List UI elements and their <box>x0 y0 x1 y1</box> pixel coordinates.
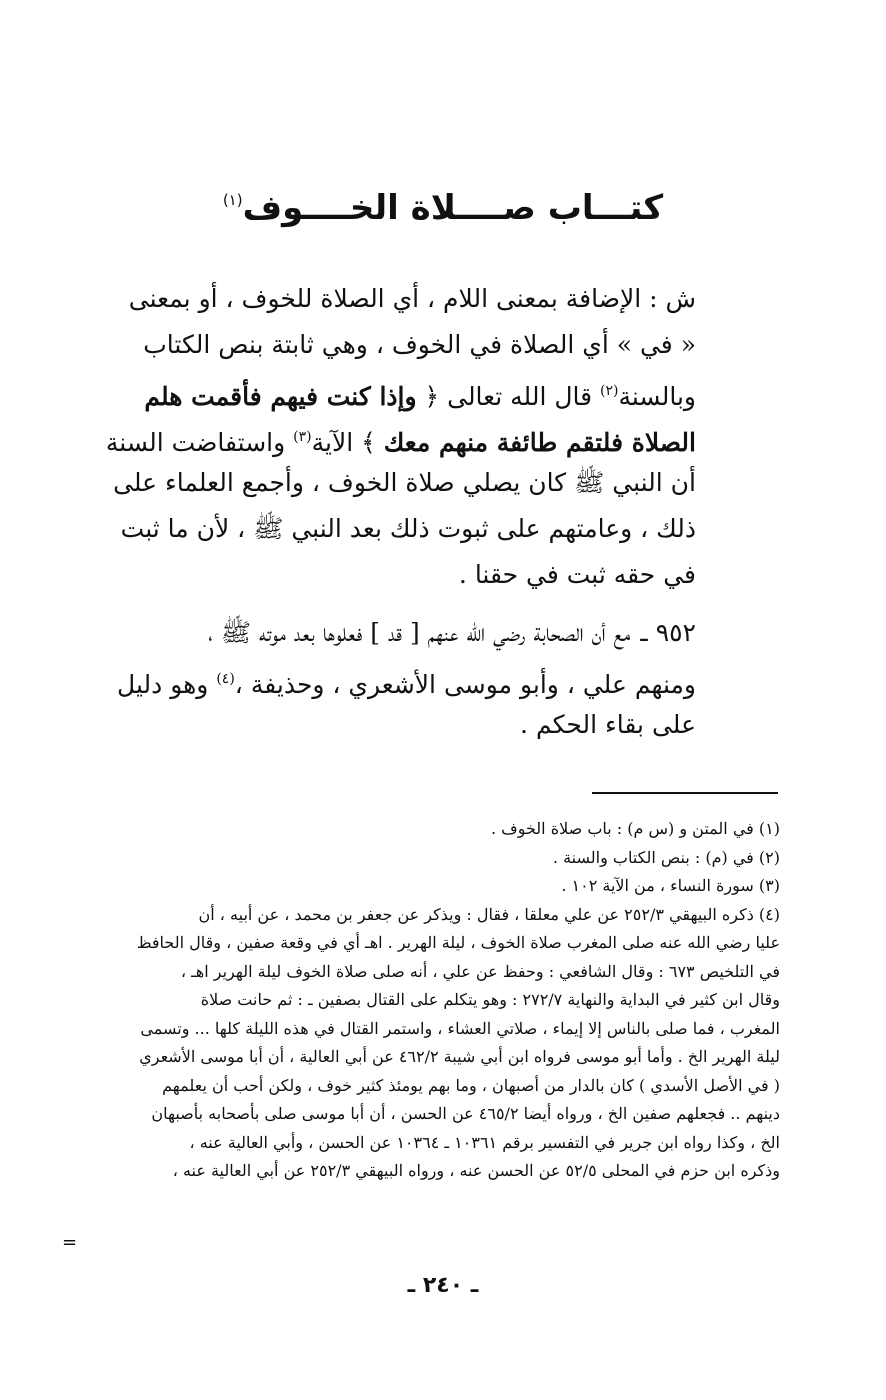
footnote-line: الخ ، وكذا رواه ابن جرير في التفسير برقم ١٠٣٦١ ـ ١٠٣٦٤ عن الحسن ، وأبي العالية عنه ، <box>189 1132 780 1152</box>
entry-number: ٩٥٢ ـ <box>640 618 696 647</box>
intro-text: وبالسنة <box>618 382 696 411</box>
intro-line <box>100 368 696 414</box>
intro-text: ذلك ، وعامتهم على ثبوت ذلك بعد النبي ﷺ ، لأن ما ثبت <box>120 514 696 543</box>
title-footnote-ref: (١) <box>222 191 243 209</box>
intro-text: أن النبي ﷺ كان يصلي صلاة الخوف ، وأجمع العلماء على <box>113 468 696 497</box>
entry-text: وهو دليل <box>117 670 217 699</box>
footnote-line: ليلة الهرير الخ . وأما أبو موسى فرواه ابن أبي شيبة ٤٦٢/٢ عن أبي العالية ، أن أبا موسى الأشعري <box>139 1047 780 1066</box>
entry-line <box>100 702 696 748</box>
hadith-entry <box>100 610 696 748</box>
footnote-line: (٢) في (م) : بنص الكتاب والسنة . <box>552 847 780 867</box>
intro-line <box>100 276 696 322</box>
entry-line <box>100 656 696 702</box>
entry-text: على بقاء الحكم . <box>520 710 696 739</box>
entry-text: ومنهم علي ، وأبو موسى الأشعري ، وحذيفة ، <box>234 670 696 699</box>
intro-text: قال الله تعالى ﴿ <box>416 382 601 411</box>
intro-text: واستفاضت السنة <box>105 428 294 457</box>
footnote-separator <box>592 792 778 794</box>
footnote-ref: (٢) <box>600 383 619 399</box>
intro-line <box>100 552 696 598</box>
footnote-line: وذكره ابن حزم في المحلى ٥٢/٥ عن الحسن عنه ، ورواه البيهقي ٢٥٢/٣ عن أبي العالية عنه ، <box>172 1161 780 1180</box>
intro-paragraph <box>100 276 696 598</box>
intro-line <box>100 460 696 506</box>
footnote-line: دينهم .. فجعلهم صفين الخ ، ورواه أيضا ٤٦٥/٢ عن الحسن ، أن أبا موسى صلى بأصحابه بأصبهان <box>151 1104 780 1123</box>
intro-line <box>100 414 696 460</box>
footnote-line: (٤) ذكره البيهقي ٢٥٢/٣ عن علي معلقا ، فقال : ويذكر عن جعفر بن محمد ، عن أبيه ، أن <box>198 904 780 924</box>
footnote-line: المغرب ، فما صلى بالناس إلا إيماء ، صلاتي العشاء ، واستمر القتال في هذه الليلة كلها ... وتسمى <box>140 1018 780 1038</box>
footnotes <box>100 815 780 1186</box>
footnote-line: وقال ابن كثير في البداية والنهاية ٢٧٢/٧ : وهو يتكلم على القتال بصفين ـ : ثم حانت صلاة <box>200 990 780 1009</box>
footnote-line: عليا رضي الله عنه صلى المغرب صلاة الخوف ، ليلة الهرير . اهـ أي في وقعة صفين ، وقال الحافظ <box>136 933 780 952</box>
page-number: ـ ٢٤٠ ـ <box>407 1273 479 1298</box>
footnote-line: (١) في المتن و (س م) : باب صلاة الخوف . <box>490 819 780 838</box>
intro-text: ﴾ الآية <box>311 428 384 457</box>
continuation-mark: = <box>62 1232 78 1253</box>
footnote-ref: (٤) <box>216 671 235 687</box>
intro-line <box>100 322 696 368</box>
intro-text: في حقه ثبت في حقنا . <box>458 560 696 589</box>
intro-text: ش : الإضافة بمعنى اللام ، أي الصلاة للخوف ، أو بمعنى <box>128 284 696 313</box>
footnote-line: ( في الأصل الأسدي ) كان بالدار من أصبهان ، وما بهم يومئذ كثير خوف ، ولكن أحب أن يعلمهم <box>162 1075 780 1095</box>
entry-text: مع أن الصحابة رضي الله عنهم [ قد ] فعلوها بعد موته ﷺ ، <box>208 618 631 647</box>
chapter-title <box>180 172 706 236</box>
footnote-ref: (٣) <box>293 429 312 445</box>
entry-line <box>100 610 696 656</box>
quran-verse: الصلاة فلتقم طائفة منهم معك <box>383 428 696 457</box>
footnote-line: في التلخيص ٦٧٣ : وقال الشافعي : وحفظ عن علي ، أنه صلى صلاة الخوف ليلة الهرير اهـ ، <box>180 961 780 981</box>
intro-text: « في » أي الصلاة في الخوف ، وهي ثابتة بنص الكتاب <box>143 330 696 359</box>
chapter-title-text: كتـــاب صــــلاة الخــــوف <box>242 188 664 228</box>
intro-line <box>100 506 696 552</box>
footnote-line: (٣) سورة النساء ، من الآية ١٠٢ . <box>561 876 780 895</box>
quran-verse: وإذا كنت فيهم فأقمت هلم <box>144 382 417 411</box>
